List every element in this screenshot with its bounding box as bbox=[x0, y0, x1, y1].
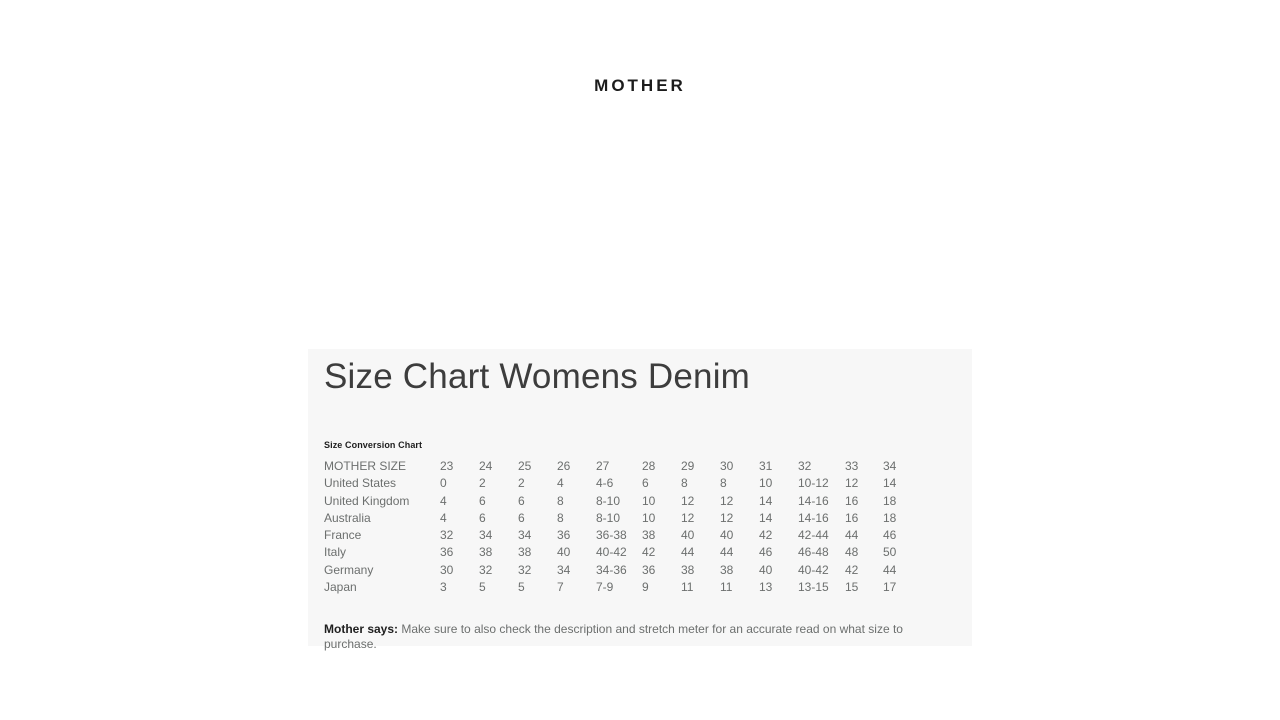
size-value-cell: 36 bbox=[642, 562, 656, 577]
size-value-cell: 38 bbox=[518, 545, 532, 560]
note-label: Mother says: bbox=[324, 622, 399, 637]
mother-says-note bbox=[324, 622, 956, 652]
size-value-cell: 29 bbox=[681, 459, 695, 473]
size-value-cell: 36-38 bbox=[596, 528, 627, 543]
size-value-cell: 8 bbox=[557, 493, 564, 508]
size-value-cell: 42-44 bbox=[798, 528, 829, 543]
table-row bbox=[324, 475, 956, 492]
row-label-cell: France bbox=[324, 528, 362, 543]
size-value-cell: 6 bbox=[479, 510, 486, 525]
size-value-cell: 14 bbox=[883, 476, 897, 491]
size-value-cell: 38 bbox=[720, 562, 734, 577]
size-value-cell: 0 bbox=[440, 476, 447, 491]
page-title: Size Chart Womens Denim bbox=[324, 357, 751, 396]
row-label-cell: United Kingdom bbox=[324, 493, 410, 508]
size-value-cell: 46 bbox=[759, 545, 773, 560]
size-value-cell: 46 bbox=[883, 528, 897, 543]
size-value-cell: 32 bbox=[440, 528, 454, 543]
size-value-cell: 2 bbox=[518, 476, 525, 491]
table-row bbox=[324, 458, 956, 475]
size-value-cell: 34 bbox=[883, 459, 897, 473]
size-value-cell: 42 bbox=[759, 528, 773, 543]
size-value-cell: 32 bbox=[479, 562, 493, 577]
size-value-cell: 8-10 bbox=[596, 493, 621, 508]
size-value-cell: 27 bbox=[596, 459, 610, 473]
table-row bbox=[324, 544, 956, 561]
size-value-cell: 8 bbox=[681, 476, 688, 491]
size-value-cell: 34 bbox=[518, 528, 532, 543]
size-value-cell: 40-42 bbox=[798, 562, 829, 577]
size-value-cell: 40 bbox=[681, 528, 695, 543]
size-value-cell: 25 bbox=[518, 459, 532, 473]
size-value-cell: 15 bbox=[845, 580, 859, 595]
size-value-cell: 44 bbox=[883, 562, 897, 577]
size-value-cell: 50 bbox=[883, 545, 897, 560]
size-value-cell: 12 bbox=[845, 476, 859, 491]
size-value-cell: 10 bbox=[759, 476, 773, 491]
size-value-cell: 36 bbox=[557, 528, 571, 543]
size-value-cell: 10-12 bbox=[798, 476, 829, 491]
row-label-cell: Japan bbox=[324, 580, 357, 595]
size-value-cell: 18 bbox=[883, 510, 897, 525]
size-value-cell: 40 bbox=[720, 528, 734, 543]
size-value-cell: 5 bbox=[479, 580, 486, 595]
size-value-cell: 34 bbox=[557, 562, 571, 577]
size-value-cell: 12 bbox=[681, 493, 695, 508]
size-value-cell: 40-42 bbox=[596, 545, 627, 560]
size-value-cell: 13-15 bbox=[798, 580, 829, 595]
size-value-cell: 46-48 bbox=[798, 545, 829, 560]
size-value-cell: 30 bbox=[440, 562, 454, 577]
size-value-cell: 11 bbox=[720, 580, 733, 595]
size-value-cell: 18 bbox=[883, 493, 897, 508]
size-chart-panel bbox=[308, 349, 972, 652]
size-value-cell: 12 bbox=[681, 510, 695, 525]
size-value-cell: 36 bbox=[440, 545, 454, 560]
size-value-cell: 11 bbox=[681, 580, 694, 595]
row-label-cell: United States bbox=[324, 476, 397, 491]
size-value-cell: 10 bbox=[642, 510, 656, 525]
size-value-cell: 40 bbox=[759, 562, 773, 577]
brand-logo: MOTHER bbox=[594, 76, 686, 95]
size-value-cell: 42 bbox=[845, 562, 859, 577]
size-value-cell: 48 bbox=[845, 545, 859, 560]
size-value-cell: 24 bbox=[479, 459, 493, 473]
table-row bbox=[324, 493, 956, 510]
size-value-cell: 8 bbox=[720, 476, 727, 491]
row-label-cell: Germany bbox=[324, 562, 374, 577]
size-value-cell: 14 bbox=[759, 493, 773, 508]
size-value-cell: 6 bbox=[642, 476, 649, 491]
size-value-cell: 32 bbox=[798, 459, 812, 473]
size-value-cell: 13 bbox=[759, 580, 773, 595]
size-value-cell: 9 bbox=[642, 580, 649, 595]
size-value-cell: 28 bbox=[642, 459, 656, 473]
table-body bbox=[324, 458, 956, 596]
size-value-cell: 16 bbox=[845, 493, 859, 508]
size-value-cell: 32 bbox=[518, 562, 532, 577]
size-value-cell: 3 bbox=[440, 580, 447, 595]
size-value-cell: 38 bbox=[479, 545, 493, 560]
size-value-cell: 6 bbox=[479, 493, 486, 508]
size-value-cell: 12 bbox=[720, 510, 734, 525]
size-value-cell: 38 bbox=[681, 562, 695, 577]
size-value-cell: 7-9 bbox=[596, 580, 614, 595]
size-value-cell: 12 bbox=[720, 493, 734, 508]
size-value-cell: 40 bbox=[557, 545, 571, 560]
row-label-cell: Italy bbox=[324, 545, 347, 560]
size-value-cell: 23 bbox=[440, 459, 454, 473]
size-value-cell: 26 bbox=[557, 459, 571, 473]
row-label-cell: Australia bbox=[324, 510, 371, 525]
size-value-cell: 4 bbox=[440, 510, 447, 525]
size-value-cell: 14 bbox=[759, 510, 773, 525]
size-value-cell: 14-16 bbox=[798, 493, 829, 508]
size-value-cell: 31 bbox=[759, 459, 773, 473]
size-value-cell: 5 bbox=[518, 580, 525, 595]
size-value-cell: 44 bbox=[681, 545, 695, 560]
size-value-cell: 4-6 bbox=[596, 476, 614, 491]
size-value-cell: 17 bbox=[883, 580, 897, 595]
size-conversion-table bbox=[324, 458, 956, 596]
size-value-cell: 4 bbox=[440, 493, 447, 508]
size-value-cell: 10 bbox=[642, 493, 656, 508]
table-row bbox=[324, 510, 956, 527]
size-value-cell: 16 bbox=[845, 510, 859, 525]
size-value-cell: 8-10 bbox=[596, 510, 621, 525]
size-value-cell: 44 bbox=[845, 528, 859, 543]
size-value-cell: 33 bbox=[845, 459, 859, 473]
size-value-cell: 8 bbox=[557, 510, 564, 525]
note-text: Make sure to also check the description and stretch meter for an accurate read on what size to purchase. bbox=[324, 622, 903, 652]
size-value-cell: 4 bbox=[557, 476, 564, 491]
size-value-cell: 2 bbox=[479, 476, 486, 491]
table-row bbox=[324, 562, 956, 579]
size-value-cell: 44 bbox=[720, 545, 734, 560]
size-value-cell: 14-16 bbox=[798, 510, 829, 525]
table-row bbox=[324, 527, 956, 544]
size-value-cell: 38 bbox=[642, 528, 656, 543]
size-value-cell: 7 bbox=[557, 580, 564, 595]
size-value-cell: 6 bbox=[518, 493, 525, 508]
size-value-cell: 42 bbox=[642, 545, 656, 560]
size-value-cell: 34-36 bbox=[596, 562, 627, 577]
table-row bbox=[324, 579, 956, 596]
size-value-cell: 30 bbox=[720, 459, 734, 473]
size-value-cell: 6 bbox=[518, 510, 525, 525]
row-label-cell: MOTHER SIZE bbox=[324, 459, 407, 473]
size-conversion-chart-label: Size Conversion Chart bbox=[324, 440, 423, 450]
size-value-cell: 34 bbox=[479, 528, 493, 543]
